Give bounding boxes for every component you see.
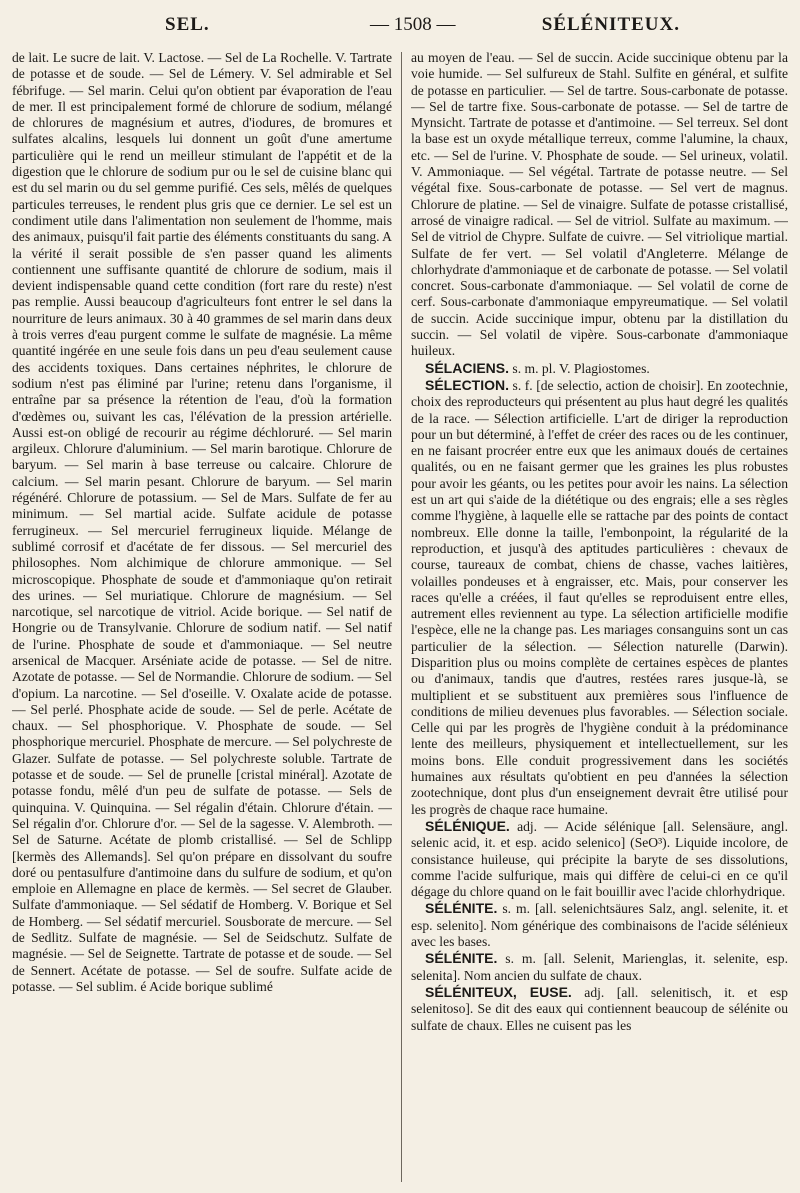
page-number: — 1508 — [370,14,456,35]
entry-body: s. m. pl. V. Plagiostomes. [512,360,650,376]
entry-selenique [411,818,788,900]
entry-selenite-1 [411,900,788,950]
entry-body: s. m. [all. selenichtsäures Salz, angl. selenite, it. et esp. selenito]. Nom générique des combinaisons de l'acide sélénieux avec les bases. [411,901,788,950]
header-right-word: SÉLÉNITEUX. [541,14,680,35]
entry-seleniteux [411,984,788,1034]
sel-entries-continued: au moyen de l'eau. — Sel de succin. Acide succinique obtenu par la voie humide. — Sel sulfureux de Stahl. Sulfite en général, et sulfite de potasse en particulier. — Sel de tartre. Sous-carbonate de potasse. — Sel de tartre fixe. Sous-carbonate de potasse. — Sel de tartre de Mynsicht. Tartrate de potasse et d'antimoine. — Sel terreux. Sel dont la base est un oxyde métallique terreux, comme l'alumine, la chaux, etc. — Sel de l'urine. V. Phosphate de soude. — Sel urineux, volatil. V. Ammoniaque. — Sel végétal. Tartrate de potasse neutre. — Sel végétal fixe. Sous-carbonate de potasse. — Sel vert de magnus. Chlorure de platine. — Sel de vinaigre. Sulfate de potasse cristallisé, arrosé de vinaigre radical. — Sel de vitriol. Sulfate au maximum. — Sel de vitriol de Chypre. Sulfate de cuivre. — Sel vitriolique martial. Sulfate de fer vert. — Sel volatil d'Angleterre. Mélange de chlorhydrate d'ammoniaque et de carbonate de potasse. — Sel volatil concret. Sous-carbonate d'ammoniaque. — Sel volatil de corne de cerf. Sous-carbonate d'ammoniaque empyreumatique. — Sel volatil de succin. Acide succinique impur, obtenu par la distillation du succin. — Sel volatil de vipère. Sous-carbonate d'ammoniaque huileux. [411,50,788,359]
right-column [411,50,788,1188]
entry-body: s. m. [all. Selenit, Marienglas, it. selenite, esp. selenita]. Nom ancien du sulfate de chaux. [411,951,788,983]
entry-body: s. f. [de selectio, action de choisir]. En zootechnie, choix des reproducteurs qui présentent au plus haut degré les qualités de la race. — Sélection artificielle. L'art de diriger la reproduction pour un but déterminé, à l'effet de créer des races ou de les continuer, en ne faisant procréer entre eux que les animaux doués de certaines qualités, ou en ne faisant germer que les graines les plus robustes pour avoir les géants, ou les petites pour avoir les nains. La sélection est un art qui s'aide de la diététique ou des engrais; elle a ses règles comme l'hygiène, à laquelle elle se rattache par des points de contact nombreux. Elle donne la taille, l'embonpoint, la régularité de la reproduction, et jusqu'à des aptitudes particulières : chevaux de course, taureaux de combat, chiens de chasse, vaches laitières, volailles pondeuses et à engraisser, etc. Mais, pour conserver les races qu'elle a créées, il faut qu'elles se reproduisent entre elles, autrement elles reviennent au type. La sélection artificielle modifie l'espèce, elle ne la change pas. Les mariages consanguins sont un cas particulier de la sélection. — Sélection naturelle (Darwin). Disparition plus ou moins complète de certaines espèces de plantes ou d'animaux, tandis que d'autres, restées rares jusque-là, se multiplient et se substituent aux premières sous l'influence de conditions de milieu devenues plus favorables. — Sélection sociale. Celle qui par les progrès de l'hygiène conduit à la prédominance lente des meilleurs, physiquement et intellectuellement, sur les moins bons. Elle conduit progressivement dans les sociétés humaines aux résultats qu'obtient en peu d'années la sélection zootechnique, dont plus d'un enseignement devrait être utilisé pour les progrès de chaque race humaine. [411,377,788,817]
entry-headword: SÉLÉNITE. [425,900,498,917]
entry-selenite-2 [411,950,788,984]
entry-selection [411,377,788,818]
entry-headword: SÉLÉNIQUE. [425,817,510,834]
running-header [0,14,800,42]
entry-headword: SÉLECTION. [425,376,510,393]
left-column-text: de lait. Le sucre de lait. V. Lactose. — Sel de La Rochelle. V. Tartrate de potasse et de soude. — Sel de Lémery. V. Sel admirable et Sel fébrifuge. — Sel marin. Celui qu'on obtient par évaporation de l'eau de mer. Il est principalement formé de chlorure de sodium, mélangé de chlorures de magnésium et autres, d'iodures, de bromures et sulfates alcalins, lesquels lui donnent un goût d'une amertume particulière qui le rend un meilleur stimulant de l'appétit et de la digestion que le chlorure de sodium pur ou le sel de cuisine blanc qui est du sel marin ou du sel gemme purifié. Ces sels, mêlés de quelques particules terreuses, le rendent plus gris que ce dernier. Le sel est un condiment utile dans l'alimentation non seulement de l'homme, mais des animaux, puisqu'il fait partie des éléments constituants du sang. A la vérité il serait possible de s'en passer quand les aliments contiennent une suffisante quantité de chlorure de sodium, mais il devient indispensable quand cette condition (fort rare du reste) n'est pas remplie. Aussi beaucoup d'agriculteurs font entrer le sel dans la nourriture de leurs animaux. 30 à 40 grammes de sel marin dans deux à trois verres d'eau purgent comme le sulfate de magnésie. La même quantité ingérée en une seule fois dans un peu d'eau seulement cause des accidents toxiques. Dans certaines néphrites, le chlorure de sodium n'est pas éliminé par l'urine; retenu dans l'organisme, il entraîne par sa présence la rétention de l'eau, d'où la formation d'œdèmes ou, suivant les cas, l'élévation de la pression artérielle. Aussi est-on obligé de recourir au régime déchloruré. — Sel marin argileux. Chlorure d'aluminium. — Sel marin barotique. Chlorure de baryum. — Sel marin à base terreuse ou calcaire. Chlorure de calcium. — Sel marin pesant. Chlorure de baryum. — Sel marin régénéré. Chlorure de potassium. — Sel de Mars. Sulfate de fer au minimum. — Sel martial acide. Sulfate acidule de potasse ferrugineux. — Sel mercuriel ferrugineux liquide. Mélange de sublimé corrosif et d'acétate de fer dissous. — Sel mercuriel des philosophes. Nom alchimique de chlorure ammonique. — Sel microscopique. Phosphate de soude et d'ammoniaque qu'on retirait des urines. — Sel muriatique. Chlorure de magnésium. — Sel narcotique, sel narcotique de vitriol. Acide borique. — Sel natif de Hongrie ou de Transylvanie. Chlorure de sodium natif. — Sel natif de l'urine. Phosphate de soude et d'ammoniaque. — Sel neutre arsenical de Macquer. Arséniate acide de potasse. — Sel de nitre. Azotate de potasse. — Sel de Normandie. Chlorure de sodium. — Sel d'opium. La narcotine. — Sel d'oseille. V. Oxalate acide de potasse. — Sel perlé. Phosphate acide de soude. — Sel de perle. Acétate de chaux. — Sel phosphorique. V. Phosphate de soude. — Sel phosphorique mercuriel. Phosphate de mercure. — Sel polychreste de Glazer. Sulfate de potasse. — Sel polychreste soluble. Tartrate de potasse et de soude. — Sel de prunelle [cristal minéral]. Azotate de potasse fondu, mêlé d'un peu de sulfate de potasse. — Sels de quinquina. V. Quinquina. — Sel régalin d'étain. Chlorure d'étain. — Sel régalin d'or. Chlorure d'or. — Sel de la sagesse. V. Alembroth. — Sel de Saturne. Acétate de plomb cristallisé. — Sel de Schlipp [kermès des Allemands]. Sel qu'on prépare en dissolvant du soufre doré ou pentasulfure d'antimoine dans du sulfure de sodium, et qu'on emploie en Allemagne en place de kermès. — Sel secret de Glauber. Sulfate d'ammoniaque. — Sel sédatif de Homberg. V. Borique et Sel de Homberg. — Sel sédatif mercuriel. Sousborate de mercure. — Sel de Sedlitz. Sulfate de magnésie. — Sel de Seidschutz. Sulfate de magnésie. — Sel de Seignette. Tartrate de potasse et de soude. — Sel de Sennert. Acétate de potasse. — Sel de soufre. Sulfate acide de potasse. — Sel sublim. é Acide borique sublimé [12,50,392,994]
entry-body: adj. [all. selenitisch, it. et esp selenitoso]. Se dit des eaux qui contiennent beaucoup de sélénite ou sulfate de chaux. Elles ne cuisent pas les [411,984,788,1033]
entry-headword: SÉLÉNITEUX, EUSE. [425,983,572,1000]
entry-headword: SÉLACIENS. [425,359,510,376]
column-divider [401,52,402,1182]
header-left-word: SEL. [165,14,210,35]
entry-headword: SÉLÉNITE. [425,950,498,967]
entry-selaciens [411,360,788,377]
left-column [12,50,392,1188]
entry-body: adj. — Acide sélénique [all. Selensäure, angl. selenic acid, it. et esp. acido selenico] (SeO³). Liquide incolore, de consistance huileuse, qui précipite la baryte de ses dissolutions, comme l'acide sulfurique, mais qui diffère de celui-ci en ce qu'il dégage du chlore quand on le fait bouillir avec l'acide chlorhydrique. [411,818,788,900]
